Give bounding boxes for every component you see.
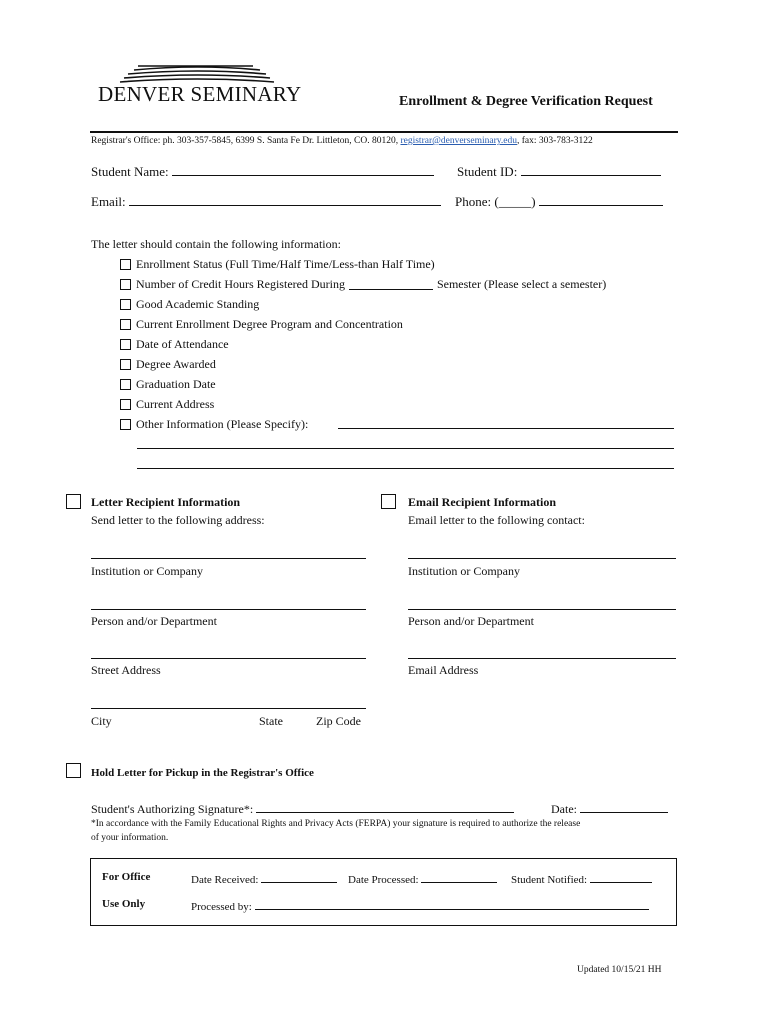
email-row: Email: bbox=[91, 194, 441, 210]
date-received-row: Date Received: bbox=[191, 871, 337, 886]
denver-seminary-logo bbox=[98, 62, 302, 108]
option-current-address[interactable]: Current Address bbox=[120, 396, 214, 412]
checkbox[interactable] bbox=[120, 399, 131, 410]
date-processed-row: Date Processed: bbox=[348, 871, 497, 886]
student-notified-row: Student Notified: bbox=[511, 871, 652, 886]
updated-note: Updated 10/15/21 HH bbox=[577, 965, 662, 975]
office-use-box bbox=[90, 858, 677, 926]
option-other-information[interactable]: Other Information (Please Specify): bbox=[120, 416, 308, 432]
option-graduation-date[interactable]: Graduation Date bbox=[120, 376, 216, 392]
student-name-row: Student Name: bbox=[91, 164, 434, 180]
date-processed-field[interactable] bbox=[421, 871, 497, 883]
option-credit-hours[interactable]: Number of Credit Hours Registered During Semester (Please select a semester) bbox=[120, 276, 606, 292]
signature-date-field[interactable] bbox=[580, 801, 668, 813]
letter-recipient-instruction: Send letter to the following address: bbox=[91, 513, 265, 527]
checkbox[interactable] bbox=[120, 319, 131, 330]
signature-field[interactable] bbox=[256, 801, 514, 813]
pickup-checkbox[interactable] bbox=[66, 763, 81, 778]
logo-wordmark: DENVER SEMINARY bbox=[98, 82, 302, 106]
checkbox[interactable] bbox=[120, 359, 131, 370]
person-label: Person and/or Department bbox=[91, 614, 217, 628]
institution-field[interactable] bbox=[91, 558, 366, 559]
student-id-field[interactable] bbox=[521, 164, 661, 176]
date-received-field[interactable] bbox=[261, 871, 337, 883]
institution-label: Institution or Company bbox=[91, 564, 203, 578]
email-recipient-checkbox[interactable] bbox=[381, 494, 396, 509]
letter-recipient-checkbox[interactable] bbox=[66, 494, 81, 509]
email-address-field[interactable] bbox=[408, 658, 676, 659]
signature-date-row: Date: bbox=[551, 801, 668, 817]
person-field[interactable] bbox=[91, 609, 366, 610]
checkbox[interactable] bbox=[120, 419, 131, 430]
street-address-field[interactable] bbox=[91, 658, 366, 659]
email-institution-label: Institution or Company bbox=[408, 564, 520, 578]
pickup-label: Hold Letter for Pickup in the Registrar's Office bbox=[91, 767, 314, 779]
checkbox[interactable] bbox=[120, 259, 131, 270]
checkbox[interactable] bbox=[120, 339, 131, 350]
email-recipient-instruction: Email letter to the following contact: bbox=[408, 513, 585, 527]
office-use-label: For Office bbox=[102, 871, 151, 883]
option-degree-program[interactable]: Current Enrollment Degree Program and Concentration bbox=[120, 316, 403, 332]
phone-row: Phone: (_____) bbox=[455, 194, 663, 210]
city-label: City bbox=[91, 714, 112, 728]
student-notified-field[interactable] bbox=[590, 871, 652, 883]
processed-by-field[interactable] bbox=[255, 898, 649, 910]
ferpa-note: *In accordance with the Family Educational Rights and Privacy Acts (FERPA) your signature is required to authorize the release bbox=[91, 819, 581, 829]
option-enrollment-status[interactable]: Enrollment Status (Full Time/Half Time/Less-than Half Time) bbox=[120, 256, 435, 272]
email-recipient-heading: Email Recipient Information bbox=[408, 495, 556, 509]
zip-label: Zip Code bbox=[316, 714, 361, 728]
letter-contents-intro: The letter should contain the following information: bbox=[91, 237, 341, 251]
option-degree-awarded[interactable]: Degree Awarded bbox=[120, 356, 216, 372]
registrar-contact-line: Registrar's Office: ph. 303-357-5845, 6399 S. Santa Fe Dr. Littleton, CO. 80120, registrar@denverseminary.edu, fax: 303-783-3122 bbox=[91, 136, 593, 146]
student-id-row: Student ID: bbox=[457, 164, 661, 180]
city-state-zip-field[interactable] bbox=[91, 708, 366, 709]
ferpa-note-continued: of your information. bbox=[91, 833, 169, 843]
email-person-label: Person and/or Department bbox=[408, 614, 534, 628]
registrar-email-link[interactable]: registrar@denverseminary.edu bbox=[400, 136, 518, 146]
semester-field[interactable] bbox=[349, 278, 433, 290]
state-label: State bbox=[259, 714, 283, 728]
other-info-line[interactable] bbox=[137, 448, 674, 449]
checkbox[interactable] bbox=[120, 279, 131, 290]
other-info-line[interactable] bbox=[137, 468, 674, 469]
checkbox[interactable] bbox=[120, 379, 131, 390]
form-title: Enrollment & Degree Verification Request bbox=[399, 94, 653, 109]
office-use-label-continued: Use Only bbox=[102, 898, 146, 910]
letter-recipient-heading: Letter Recipient Information bbox=[91, 495, 241, 509]
other-info-line[interactable] bbox=[338, 428, 674, 429]
email-address-label: Email Address bbox=[408, 663, 479, 677]
signature-row: Student's Authorizing Signature*: bbox=[91, 801, 514, 817]
email-field[interactable] bbox=[129, 194, 441, 206]
email-institution-field[interactable] bbox=[408, 558, 676, 559]
phone-field[interactable] bbox=[539, 194, 663, 206]
option-good-standing[interactable]: Good Academic Standing bbox=[120, 296, 259, 312]
street-address-label: Street Address bbox=[91, 663, 161, 677]
option-date-attendance[interactable]: Date of Attendance bbox=[120, 336, 229, 352]
checkbox[interactable] bbox=[120, 299, 131, 310]
student-name-field[interactable] bbox=[172, 164, 434, 176]
header-divider bbox=[90, 131, 678, 133]
processed-by-row: Processed by: bbox=[191, 898, 649, 913]
email-person-field[interactable] bbox=[408, 609, 676, 610]
